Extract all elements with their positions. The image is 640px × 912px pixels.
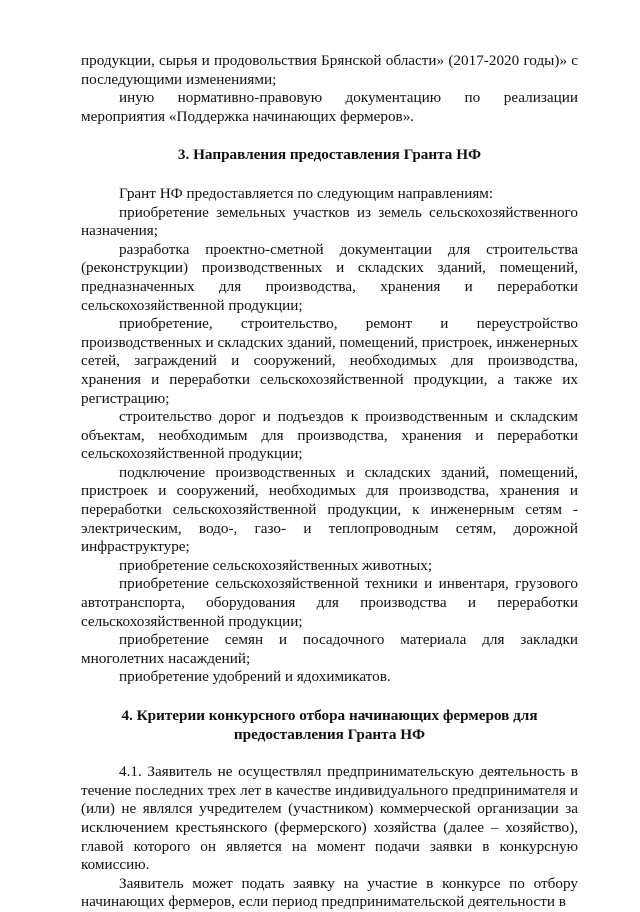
direction-item: приобретение удобрений и ядохимикатов. <box>119 668 391 686</box>
section-4-heading <box>81 707 578 744</box>
paragraph-continued: продукции, сырья и продовольствия Брянской области» (2017-2020 годы)» с последующими изменениями; <box>81 52 578 88</box>
direction-item: разработка проектно-сметной документации для строительства (реконструкции) производственных и складских зданий, помещений, предназначенных для производства, хранения и переработки сельскохозяйственной продукции; <box>81 240 578 314</box>
direction-item: приобретение сельскохозяйственных животных; <box>119 556 433 574</box>
clause-4-1-continued: Заявитель может подать заявку на участие в конкурсе по отбору начинающих фермеров, если период предпринимательской деятельности в <box>81 874 578 911</box>
direction-item: приобретение семян и посадочного материала для закладки многолетних насаждений; <box>81 631 578 667</box>
direction-item: приобретение, строительство, ремонт и переустройство производственных и складских зданий, помещений, пристроек, инженерных сетей, заграждений и сооружений, необходимых для производства, хранения и переработки сельскохозяйственной продукции, а также их регистрацию; <box>81 315 578 407</box>
direction-item: подключение производственных и складских зданий, помещений, пристроек и сооружений, необходимых для производства, хранения и переработки сельскохозяйственной продукции, к инженерным сетям - электрическим, водо-, газо- и теплопроводным сетям, дорожной инфраструктуре; <box>81 463 578 556</box>
direction-item: приобретение земельных участков из земель сельскохозяйственного назначения; <box>81 203 578 240</box>
section-3-intro: Грант НФ предоставляется по следующим направлениям: <box>119 184 494 202</box>
direction-item: приобретение сельскохозяйственной техники и инвентаря, грузового автотранспорта, оборудования для производства и переработки сельскохозяйственной продукции; <box>81 575 578 630</box>
clause-4-1: 4.1. Заявитель не осуществлял предпринимательскую деятельность в течение последних трех лет в качестве индивидуального предпринимателя и (или) не являлся учредителем (участником) коммерческой организации за исключением крестьянского (фермерского) хозяйства (далее – хозяйство), главой которого он является на момент подачи заявки в конкурсную комиссию. <box>81 763 578 874</box>
section-4-heading-line1: 4. Критерии конкурсного отбора начинающих фермеров для <box>121 707 538 724</box>
paragraph-other-docs: иную нормативно-правовую документацию по реализации мероприятия «Поддержка начинающих фермеров». <box>81 89 578 125</box>
direction-item: строительство дорог и подъездов к производственным и складским объектам, необходимым для производства, хранения и переработки сельскохозяйственной продукции; <box>81 408 578 463</box>
section-4-heading-line2: предоставления Гранта НФ <box>233 725 426 743</box>
section-3-heading: 3. Направления предоставления Гранта НФ <box>177 146 482 164</box>
